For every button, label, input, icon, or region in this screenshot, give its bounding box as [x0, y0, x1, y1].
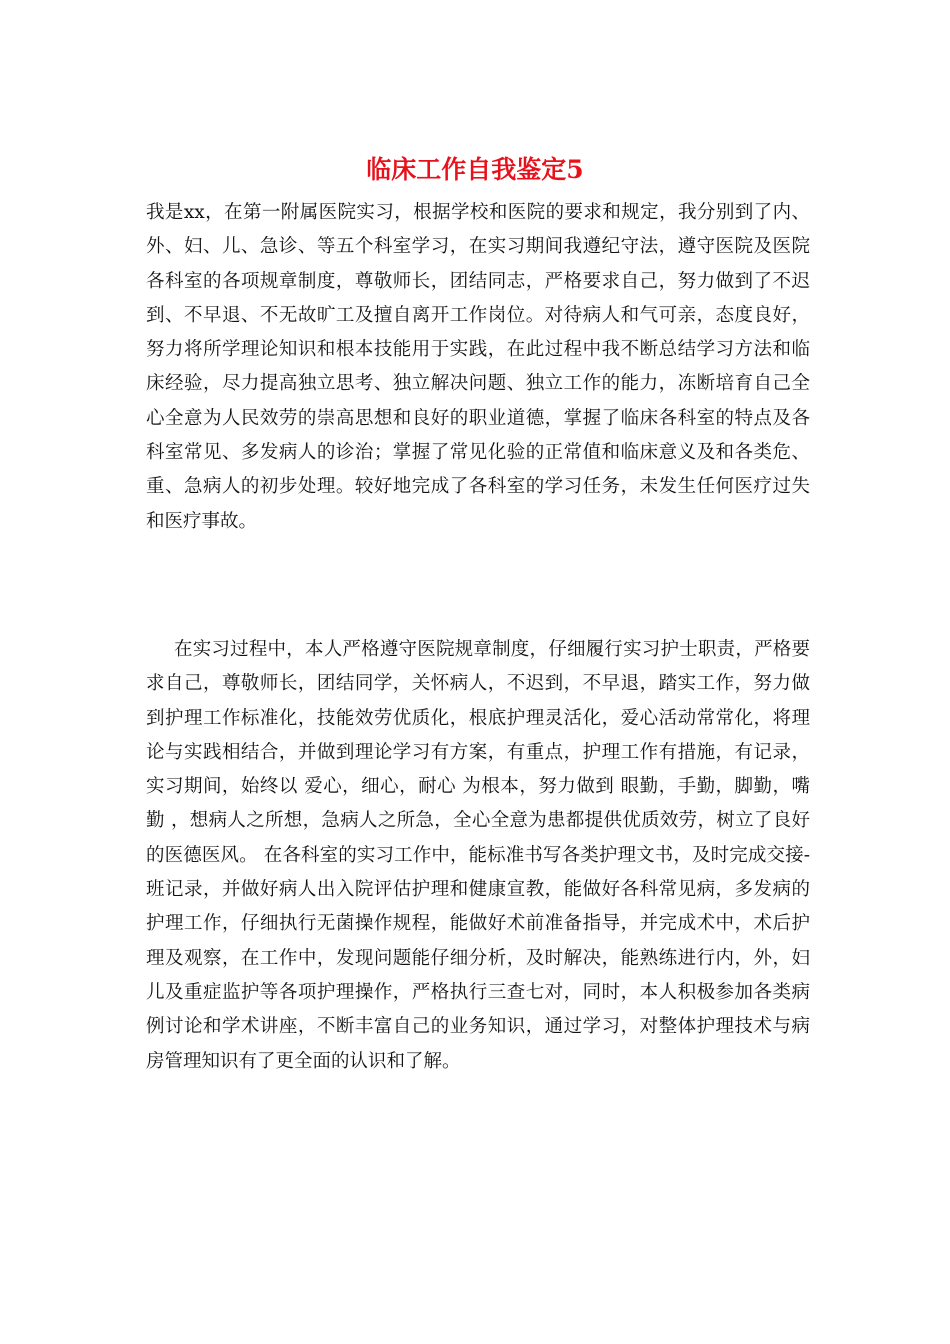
document-title: 临床工作自我鉴定5 [366, 155, 584, 184]
paragraph-self-evaluation: 我是xx，在第一附属医院实习，根据学校和医院的要求和规定，我分别到了内、外、妇、儿、急诊、等五个科室学习，在实习期间我遵纪守法，遵守医院及医院各科室的各项规章制度，尊敬师长，团结同志，严格要求自己，努力做到了不迟到、不早退、不无故旷工及擅自离开工作岗位。对待病人和气可亲，态度良好，努力将所学理论知识和根本技能用于实践，在此过程中我不断总结学习方法和临床经验，尽力提高独立思考、独立解决问题、独立工作的能力，冻断培育自己全心全意为人民效劳的崇高思想和良好的职业道德，掌握了临床各科室的特点及各科室常见、多发病人的诊治；掌握了常见化验的正常值和临床意义及和各类危、重、急病人的初步处理。较好地完成了各科室的学习任务，未发生任何医疗过失和医疗事故。 [146, 202, 810, 532]
paragraph-internship-process: 在实习过程中，本人严格遵守医院规章制度，仔细履行实习护士职责，严格要求自己，尊敬师长，团结同学，关怀病人，不迟到，不早退，踏实工作，努力做到护理工作标准化，技能效劳优质化，根底护理灵活化，爱心活动常常化，将理论与实践相结合，并做到理论学习有方案，有重点，护理工作有措施，有记录，实习期间，始终以 爱心，细心，耐心 为根本，努力做到 眼勤，手勤，脚勤，嘴勤 ，想病人之所想，急病人之所急，全心全意为患都提供优质效劳，树立了良好的医德医风。 在各科室的实习工作中，能标准书写各类护理文书，及时完成交接-班记录，并做好病人出入院评估护理和健康宣教，能做好各科常见病，多发病的护理工作，仔细执行无菌操作规程，能做好术前准备指导，并完成术中，术后护理及观察，在工作中，发现问题能仔细分析，及时解决，能熟练进行内，外，妇儿及重症监护等各项护理操作，严格执行三查七对，同时，本人积极参加各类病例讨论和学术讲座，不断丰富自己的业务知识，通过学习，对整体护理技术与病房管理知识有了更全面的认识和了解。 [146, 639, 810, 1072]
